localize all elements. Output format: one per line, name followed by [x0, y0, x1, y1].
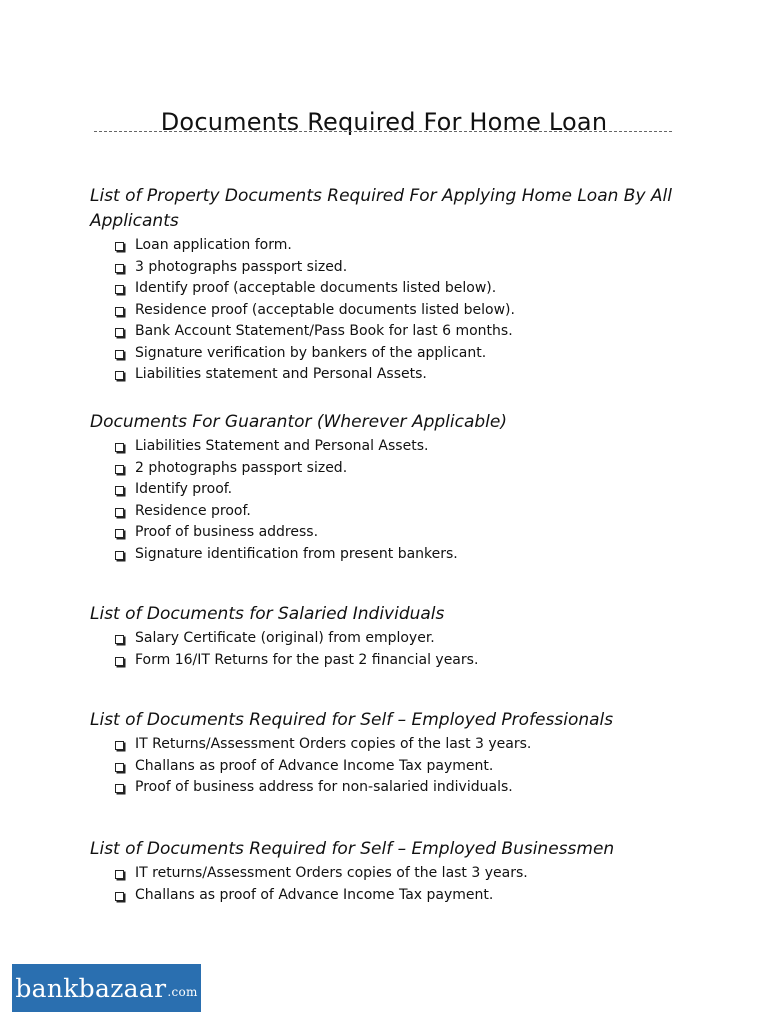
list-item: Form 16/IT Returns for the past 2 financial years.: [112, 650, 690, 672]
section-heading: List of Property Documents Required For Applying Home Loan By All Applicants: [90, 186, 672, 231]
list-item: Proof of business address for non-salaried individuals.: [112, 777, 690, 799]
list-item: Liabilities statement and Personal Assets.: [112, 364, 690, 386]
checkbox-bullet-icon: [115, 307, 124, 316]
section-heading: List of Documents for Salaried Individuals: [90, 604, 445, 624]
list-item: Residence proof.: [112, 501, 690, 523]
list-item: Salary Certificate (original) from employer.: [112, 628, 690, 650]
section-guarantor-documents: [90, 410, 690, 565]
list-item: Identify proof.: [112, 479, 690, 501]
document-list: [90, 235, 690, 386]
logo-main-text: bankbazaar: [15, 973, 167, 1003]
document-list: [90, 863, 690, 906]
section-self-employed-businessmen: [90, 837, 690, 906]
section-heading: List of Documents Required for Self – Employed Businessmen: [90, 839, 615, 859]
checkbox-bullet-icon: [115, 350, 124, 359]
list-item: 3 photographs passport sized.: [112, 257, 690, 279]
checkbox-bullet-icon: [115, 264, 124, 273]
checkbox-bullet-icon: [115, 242, 124, 251]
bankbazaar-logo: [12, 964, 201, 1012]
document-list: [90, 436, 690, 565]
list-item: Bank Account Statement/Pass Book for last 6 months.: [112, 321, 690, 343]
checkbox-bullet-icon: [115, 551, 124, 560]
list-item: Identify proof (acceptable documents listed below).: [112, 278, 690, 300]
section-property-documents: [90, 184, 690, 386]
document-list: [90, 628, 690, 671]
list-item: IT returns/Assessment Orders copies of the last 3 years.: [112, 863, 690, 885]
section-heading: List of Documents Required for Self – Employed Professionals: [90, 710, 614, 730]
checkbox-bullet-icon: [115, 892, 124, 901]
page-title: Documents Required For Home Loan: [160, 108, 608, 137]
checkbox-bullet-icon: [115, 486, 124, 495]
checkbox-bullet-icon: [115, 285, 124, 294]
checkbox-bullet-icon: [115, 763, 124, 772]
logo-tld-text: .com: [167, 985, 198, 999]
checkbox-bullet-icon: [115, 508, 124, 517]
list-item: IT Returns/Assessment Orders copies of the last 3 years.: [112, 734, 690, 756]
list-item: Signature identification from present bankers.: [112, 544, 690, 566]
section-heading: Documents For Guarantor (Wherever Applicable): [90, 412, 507, 432]
list-item: Proof of business address.: [112, 522, 690, 544]
checkbox-bullet-icon: [115, 529, 124, 538]
checkbox-bullet-icon: [115, 784, 124, 793]
list-item: Challans as proof of Advance Income Tax payment.: [112, 756, 690, 778]
title-divider: [94, 131, 672, 132]
list-item: Challans as proof of Advance Income Tax payment.: [112, 885, 690, 907]
list-item: 2 photographs passport sized.: [112, 458, 690, 480]
checkbox-bullet-icon: [115, 465, 124, 474]
list-item: Residence proof (acceptable documents listed below).: [112, 300, 690, 322]
section-salaried-documents: [90, 602, 690, 671]
section-self-employed-professionals: [90, 708, 690, 799]
list-item: Liabilities Statement and Personal Assets.: [112, 436, 690, 458]
list-item: Loan application form.: [112, 235, 690, 257]
checkbox-bullet-icon: [115, 870, 124, 879]
list-item: Signature verification by bankers of the applicant.: [112, 343, 690, 365]
checkbox-bullet-icon: [115, 371, 124, 380]
checkbox-bullet-icon: [115, 635, 124, 644]
document-list: [90, 734, 690, 799]
checkbox-bullet-icon: [115, 328, 124, 337]
checkbox-bullet-icon: [115, 657, 124, 666]
checkbox-bullet-icon: [115, 443, 124, 452]
checkbox-bullet-icon: [115, 741, 124, 750]
